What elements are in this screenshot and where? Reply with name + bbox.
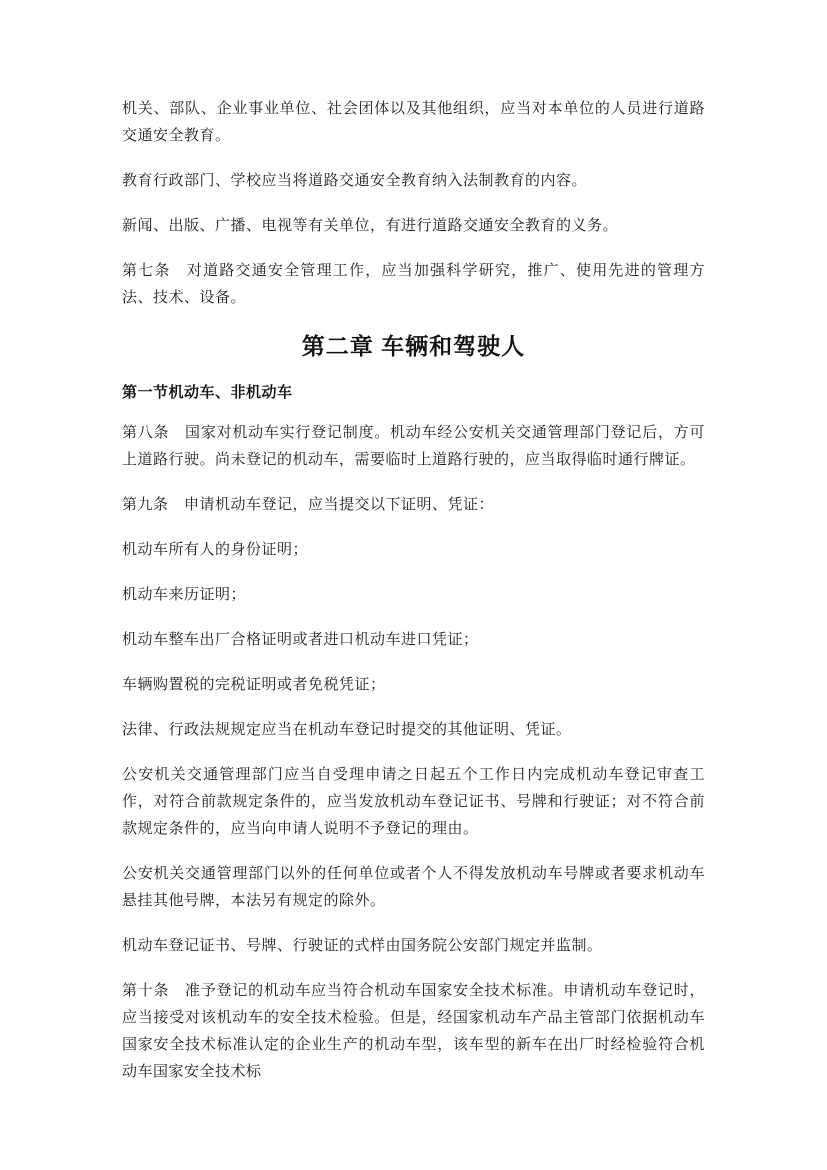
paragraph-article-7: 第七条 对道路交通安全管理工作，应当加强科学研究，推广、使用先进的管理方法、技术、设备。 xyxy=(122,263,705,306)
paragraph-article-10: 第十条 准予登记的机动车应当符合机动车国家安全技术标准。申请机动车登记时，应当接受对该机动车的安全技术检验。但是，经国家机动车产品主管部门依据机动车国家安全技术标准认定的企业生产的机动车型，该车型的新车在出厂时经检验符合机动车国家安全技术标 xyxy=(122,983,705,1080)
chapter-heading: 第二章 车辆和驾驶人 xyxy=(301,333,526,359)
paragraph-item-identity-proof: 机动车所有人的身份证明； xyxy=(122,542,309,558)
paragraph-item-origin-proof: 机动车来历证明； xyxy=(122,587,247,603)
paragraph-media-duty: 新闻、出版、广播、电视等有关单位，有进行道路交通安全教育的义务。 xyxy=(122,218,619,234)
paragraph-item-tax-proof: 车辆购置税的完税证明或者免税凭证； xyxy=(122,677,386,693)
paragraph-review-procedure: 公安机关交通管理部门应当自受理申请之日起五个工作日内完成机动车登记审查工作，对符合前款规定条件的，应当发放机动车登记证书、号牌和行驶证；对不符合前款规定条件的，应当向申请人说明不予登记的理由。 xyxy=(122,767,705,837)
paragraph-plate-restriction: 公安机关交通管理部门以外的任何单位或者个人不得发放机动车号牌或者要求机动车悬挂其他号牌，本法另有规定的除外。 xyxy=(122,866,705,909)
paragraph-article-8: 第八条 国家对机动车实行登记制度。机动车经公安机关交通管理部门登记后，方可上道路行驶。尚未登记的机动车，需要临时上道路行驶的，应当取得临时通行牌证。 xyxy=(122,425,705,468)
paragraph-plate-style: 机动车登记证书、号牌、行驶证的式样由国务院公安部门规定并监制。 xyxy=(122,938,603,954)
paragraph-education-dept: 教育行政部门、学校应当将道路交通安全教育纳入法制教育的内容。 xyxy=(122,173,588,189)
paragraph-article-9: 第九条 申请机动车登记，应当提交以下证明、凭证： xyxy=(122,497,495,513)
paragraph-item-factory-cert: 机动车整车出厂合格证明或者进口机动车进口凭证； xyxy=(122,632,479,648)
section-heading: 第一节机动车、非机动车 xyxy=(122,384,293,401)
paragraph-item-other-certs: 法律、行政法规规定应当在机动车登记时提交的其他证明、凭证。 xyxy=(122,722,572,738)
paragraph-org-education: 机关、部队、企业事业单位、社会团体以及其他组织，应当对本单位的人员进行道路交通安全教育。 xyxy=(122,101,705,144)
